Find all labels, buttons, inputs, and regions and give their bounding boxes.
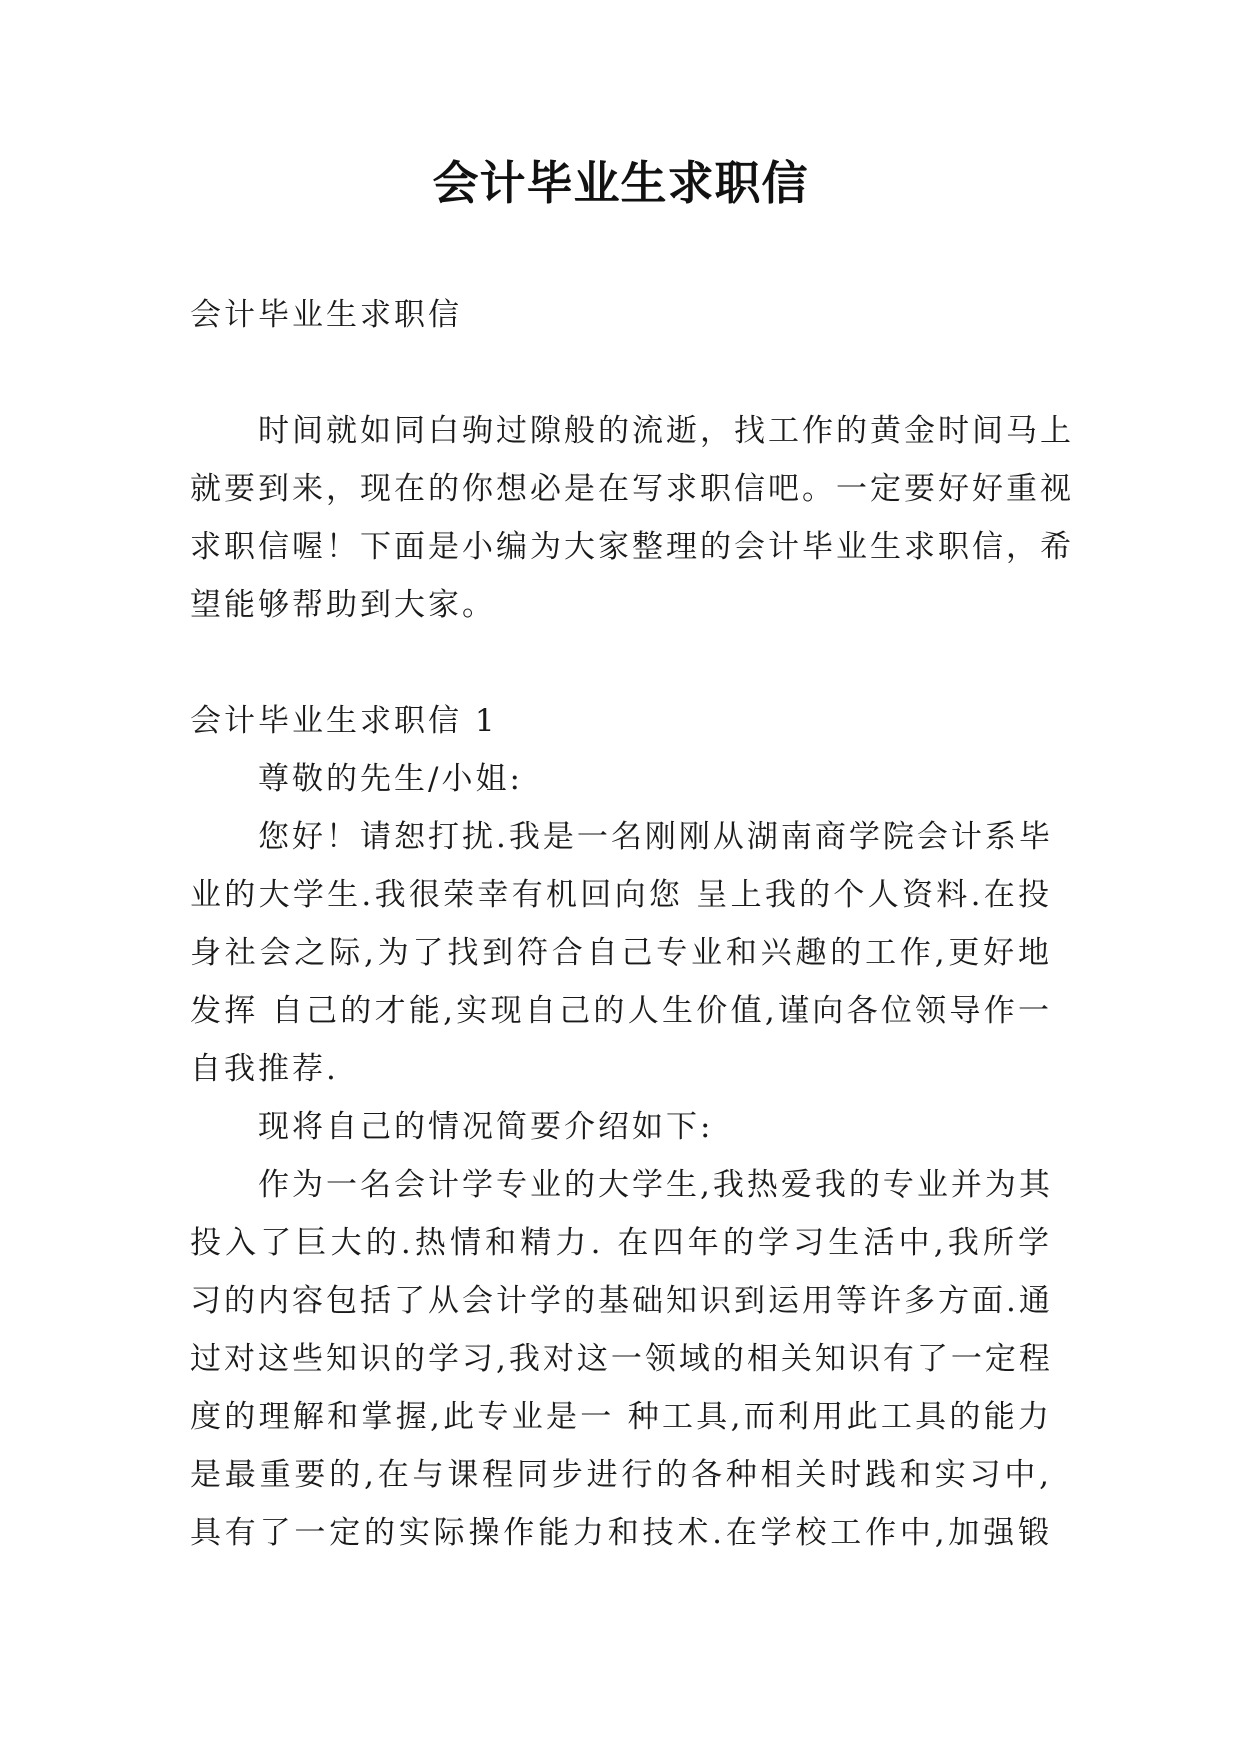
paragraph-line: 度的理解和掌握,此专业是一 种工具,而利用此工具的能力	[190, 1399, 1052, 1435]
paragraph-line: 自我推荐.	[190, 1051, 339, 1087]
document-title: 会计毕业生求职信	[432, 156, 809, 210]
paragraph-line: 作为一名会计学专业的大学生,我热爱我的专业并为其	[258, 1167, 1053, 1203]
intro-paragraph	[190, 402, 1074, 634]
section-subtitle: 会计毕业生求职信	[190, 297, 462, 333]
paragraph-line: 过对这些知识的学习,我对这一领域的相关知识有了一定程	[190, 1341, 1053, 1377]
paragraph-line: 具有了一定的实际操作能力和技术.在学校工作中,加强锻	[190, 1515, 1052, 1551]
intro-line: 就要到来，现在的你想必是在写求职信吧。一定要好好重视	[190, 471, 1074, 507]
letter-paragraph-1	[190, 808, 1052, 1098]
paragraph-line: 发挥 自己的才能,实现自己的人生价值,谨向各位领导作一	[190, 993, 1052, 1029]
letter-greeting: 尊敬的先生/小姐:	[258, 761, 523, 797]
letter-paragraph-2	[190, 1098, 1052, 1156]
intro-line: 望能够帮助到大家。	[190, 587, 496, 623]
letter-heading: 会计毕业生求职信 1	[190, 703, 498, 739]
paragraph-line: 身社会之际,为了找到符合自己专业和兴趣的工作,更好地	[190, 935, 1052, 971]
paragraph-line: 现将自己的情况简要介绍如下:	[258, 1109, 714, 1145]
paragraph-line: 业的大学生.我很荣幸有机回向您 呈上我的个人资料.在投	[190, 877, 1052, 913]
paragraph-line: 是最重要的,在与课程同步进行的各种相关时践和实习中,	[190, 1457, 1052, 1493]
paragraph-line: 习的内容包括了从会计学的基础知识到运用等许多方面.通	[190, 1283, 1053, 1319]
intro-line: 时间就如同白驹过隙般的流逝，找工作的黄金时间马上	[258, 413, 1074, 449]
paragraph-line: 投入了巨大的.热情和精力. 在四年的学习生活中,我所学	[190, 1225, 1052, 1261]
intro-line: 求职信喔！下面是小编为大家整理的会计毕业生求职信，希	[190, 529, 1074, 565]
letter-paragraph-3	[190, 1156, 1052, 1562]
paragraph-line: 您好！请恕打扰.我是一名刚刚从湖南商学院会计系毕	[258, 819, 1053, 855]
letter-section	[190, 692, 1052, 1562]
document-body	[190, 286, 1074, 1562]
